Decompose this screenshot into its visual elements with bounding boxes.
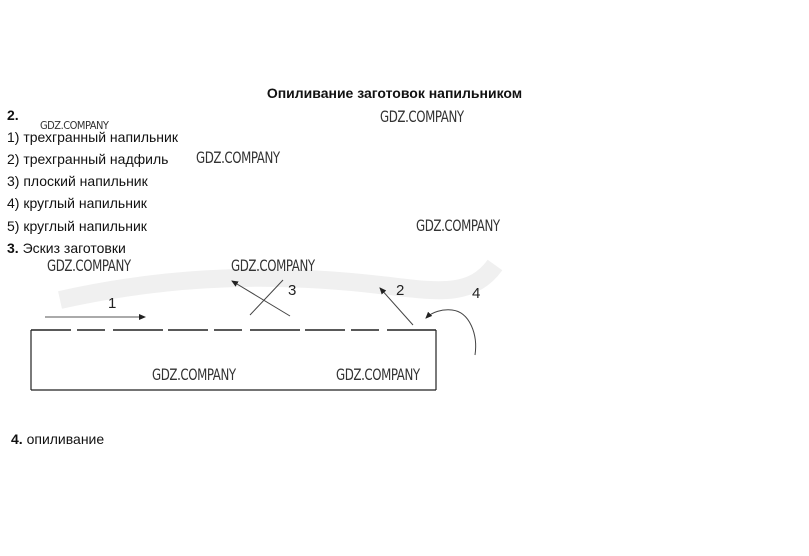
- list-item: 2) трехгранный надфиль: [7, 151, 169, 167]
- section-3-text: Эскиз заготовки: [22, 240, 126, 256]
- watermark: GDZ.COMPANY: [380, 107, 464, 126]
- watermark: GDZ.COMPANY: [416, 216, 500, 235]
- section-4-text: опиливание: [26, 431, 105, 447]
- label-2: 2: [396, 282, 405, 299]
- page-title: Опиливание заготовок напильником: [266, 85, 523, 101]
- watermark: GDZ.COMPANY: [152, 365, 236, 384]
- watermark: GDZ.COMPANY: [196, 148, 280, 167]
- section-4-heading: [11, 430, 104, 448]
- label-1: 1: [108, 295, 117, 312]
- list-item: 5) круглый напильник: [7, 218, 147, 234]
- list-item: 1) трехгранный напильник: [7, 129, 178, 145]
- label-4: 4: [472, 285, 481, 302]
- section-4-number: 4.: [11, 431, 23, 447]
- watermark: GDZ.COMPANY: [40, 119, 109, 132]
- watermark: GDZ.COMPANY: [47, 256, 131, 275]
- watermark: GDZ.COMPANY: [336, 365, 420, 384]
- watermark: GDZ.COMPANY: [231, 256, 315, 275]
- section-2-number: 2.: [7, 107, 19, 123]
- list-item: 3) плоский напильник: [7, 173, 148, 189]
- list-item: 4) круглый напильник: [7, 195, 147, 211]
- section-3-number: 3.: [7, 240, 19, 256]
- label-3: 3: [288, 282, 297, 299]
